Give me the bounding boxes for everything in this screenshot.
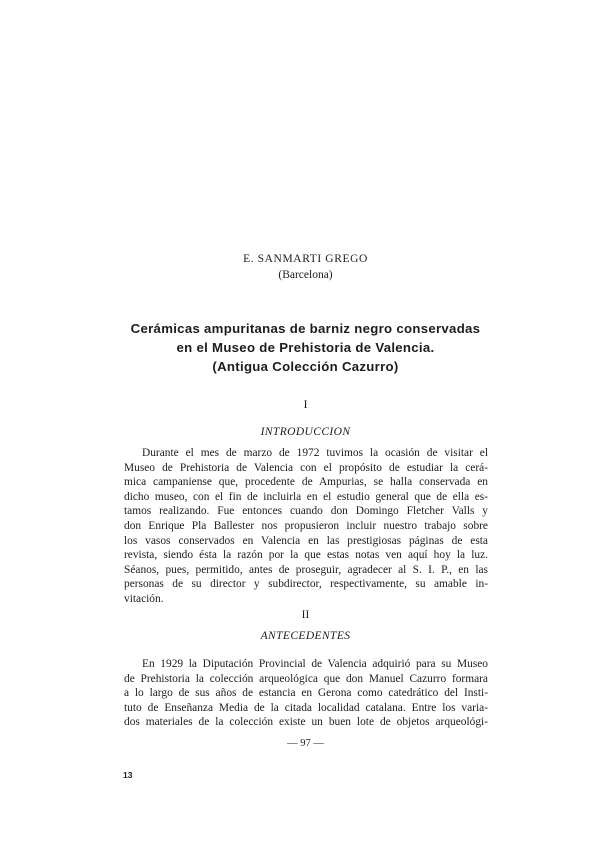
paragraph-line: Durante el mes de marzo de 1972 tuvimos la ocasión de visitar el — [142, 447, 488, 459]
section-number: I — [303, 399, 308, 411]
title-line: en el Museo de Prehistoria de Valencia. — [176, 340, 435, 355]
paragraph-line: vitación. — [124, 592, 164, 605]
paragraph-line: Museo de Prehistoria de Valencia con el propósito de estudiar la cerá- — [124, 461, 488, 474]
paragraph-line: mica campaniense que, procedente de Ampurias, se halla conservada en — [124, 476, 488, 489]
paragraph-line: de Prehistoria la colección arqueológica que don Manuel Cazurro formara — [124, 672, 488, 685]
paragraph-line: Séanos, pues, permitido, antes de proseguir, agradecer al S. I. P., en las — [124, 563, 488, 576]
author-name: E. SANMARTI GREGO — [243, 253, 368, 265]
section-heading: INTRODUCCION — [260, 426, 351, 438]
signature-mark: 13 — [123, 770, 133, 780]
body-paragraph — [124, 657, 488, 730]
paragraph-line: dos materiales de la colección existe un buen lote de objetos arqueológi- — [124, 716, 488, 729]
paragraph-line: los vasos conservados en Valencia en las prestigiosas páginas de esta — [124, 534, 488, 547]
paragraph-line: personas de su director y subdirector, respectivamente, su amable in- — [124, 578, 488, 591]
body-paragraph — [124, 446, 488, 607]
title-line: (Antigua Colección Cazurro) — [212, 359, 399, 374]
section-number: II — [301, 609, 310, 621]
paragraph-line: revista, siendo ésta la razón por la que estas notas ven aquí hoy la luz. — [124, 549, 488, 562]
paragraph-line: don Enrique Pla Ballester nos propusieron incluir nuestro trabajo sobre — [124, 519, 488, 532]
title-line: Cerámicas ampuritanas de barniz negro conservadas — [130, 321, 481, 336]
page-number: — 97 — — [287, 738, 324, 749]
article-title — [0, 319, 611, 376]
section-heading: ANTECEDENTES — [260, 630, 351, 642]
paragraph-line: tamos realizando. Fue entonces cuando don Domingo Fletcher Valls y — [124, 505, 488, 518]
paragraph-line: En 1929 la Diputación Provincial de Valencia adquirió para su Museo — [142, 658, 488, 670]
paragraph-line: a lo largo de sus años de estancia en Gerona como catedrático del Insti- — [124, 687, 488, 700]
paragraph-line: dicho museo, con el fin de incluirla en el estudio general que de ella es- — [124, 490, 488, 503]
author-affiliation: (Barcelona) — [278, 269, 333, 281]
paragraph-line: tuto de Enseñanza Media de la citada localidad catalana. Entre los varia- — [124, 701, 488, 714]
